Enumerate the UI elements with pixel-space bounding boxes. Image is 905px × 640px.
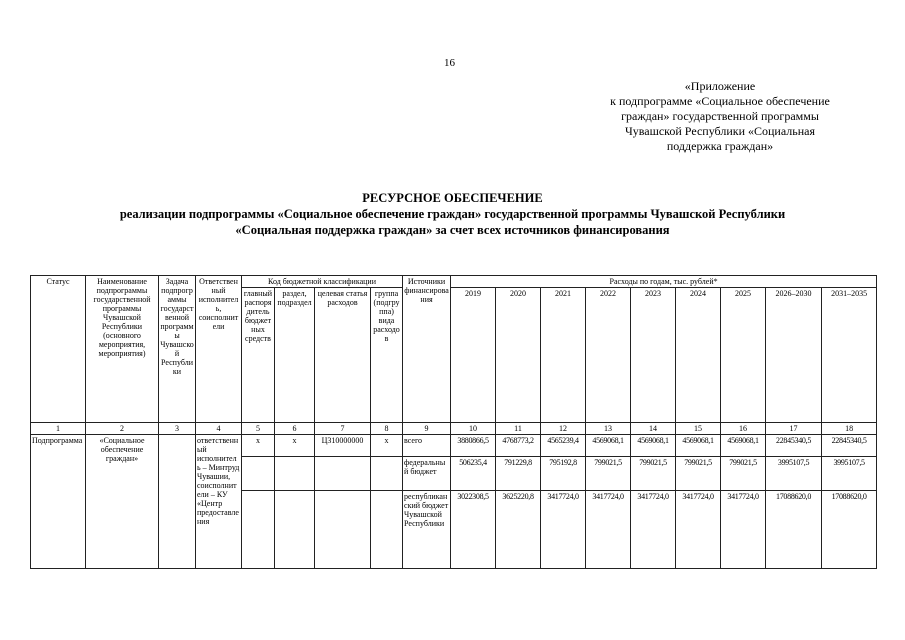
document-heading [40,190,865,238]
code-cell [242,457,275,491]
expense-value: 22845340,5 [766,435,822,457]
code-section: х [275,435,315,457]
column-number: 13 [586,423,631,435]
column-number: 16 [721,423,766,435]
column-number: 2 [86,423,159,435]
expense-value: 3417724,0 [586,491,631,569]
column-number: 6 [275,423,315,435]
expense-value: 799021,5 [586,457,631,491]
expense-value: 4768773,2 [496,435,541,457]
expense-value: 17088620,0 [822,491,877,569]
header-task: Задача подпрограммы государственной программы Чувашской Республики [159,276,196,423]
header-year: 2020 [496,288,541,423]
source-label: республиканский бюджет Чувашской Республики [403,491,451,569]
header-status: Статус [31,276,86,423]
column-number: 9 [403,423,451,435]
header-year: 2021 [541,288,586,423]
source-label: всего [403,435,451,457]
row-name: «Социальное обеспечение граждан» [86,435,159,569]
code-cell [275,457,315,491]
code-cell [371,491,403,569]
code-chief-manager: х [242,435,275,457]
column-number: 3 [159,423,196,435]
header-row-1 [31,276,877,288]
expense-value: 3417724,0 [676,491,721,569]
code-target-article: Ц310000000 [315,435,371,457]
column-number: 1 [31,423,86,435]
header-chief-manager: главный распорядитель бюджетных средств [242,288,275,423]
annex-line: к подпрограмме «Социальное обеспечение [610,94,830,108]
column-number: 5 [242,423,275,435]
column-number: 14 [631,423,676,435]
header-year: 2026–2030 [766,288,822,423]
header-year: 2025 [721,288,766,423]
annex-line: поддержка граждан» [666,139,774,153]
expense-value: 4569068,1 [721,435,766,457]
expense-value: 799021,5 [721,457,766,491]
header-section: раздел, подраздел [275,288,315,423]
column-number: 12 [541,423,586,435]
expense-value: 3417724,0 [541,491,586,569]
expense-value: 799021,5 [676,457,721,491]
column-number: 11 [496,423,541,435]
resource-table [30,275,877,569]
annex-line: граждан» государственной программы [621,109,819,123]
heading-line-2: реализации подпрограммы «Социальное обеспечение граждан» государственной программы Чувашской Республики [119,207,786,221]
annex-line: Чувашской Республики «Социальная [624,124,816,138]
row-status: Подпрограмма [31,435,86,569]
code-cell [315,457,371,491]
column-number: 10 [451,423,496,435]
code-expense-group: х [371,435,403,457]
row-executor: ответственный исполнитель – Минтруд Чувашии, соисполнители – КУ «Центр предоставления [196,435,242,569]
column-number: 15 [676,423,721,435]
code-cell [315,491,371,569]
row-task [159,435,196,569]
expense-value: 3417724,0 [631,491,676,569]
header-executor: Ответственный исполнитель, соисполнители [196,276,242,423]
header-year: 2023 [631,288,676,423]
expense-value: 17088620,0 [766,491,822,569]
column-number-row [31,423,877,435]
column-number: 7 [315,423,371,435]
expense-value: 3995107,5 [766,457,822,491]
annex-block [575,79,865,154]
header-budget-code: Код бюджетной классификации [242,276,403,288]
expense-value: 795192,8 [541,457,586,491]
header-target-article: целевая статья расходов [315,288,371,423]
expense-value: 4569068,1 [631,435,676,457]
expense-value: 3022308,5 [451,491,496,569]
expense-value: 791229,8 [496,457,541,491]
heading-title: РЕСУРСНОЕ ОБЕСПЕЧЕНИЕ [362,191,543,205]
header-expenses: Расходы по годам, тыс. рублей* [451,276,877,288]
expense-value: 22845340,5 [822,435,877,457]
column-number: 17 [766,423,822,435]
header-sources: Источники финансирования [403,276,451,423]
expense-value: 3880866,5 [451,435,496,457]
table-row [31,435,877,457]
column-number: 8 [371,423,403,435]
code-cell [275,491,315,569]
expense-value: 4565239,4 [541,435,586,457]
annex-line: «Приложение [684,79,756,93]
header-year: 2022 [586,288,631,423]
header-name: Наименование подпрограммы государственной программы Чувашской Республики (основного мероприятия, мероприятия) [86,276,159,423]
code-cell [371,457,403,491]
code-cell [242,491,275,569]
expense-value: 3417724,0 [721,491,766,569]
column-number: 4 [196,423,242,435]
expense-value: 4569068,1 [586,435,631,457]
header-year: 2031–2035 [822,288,877,423]
heading-line-3: «Социальная поддержка граждан» за счет всех источников финансирования [235,223,670,237]
page-number: 16 [444,57,455,69]
expense-value: 506235,4 [451,457,496,491]
expense-value: 4569068,1 [676,435,721,457]
expense-value: 799021,5 [631,457,676,491]
header-year: 2019 [451,288,496,423]
expense-value: 3625220,8 [496,491,541,569]
header-year: 2024 [676,288,721,423]
column-number: 18 [822,423,877,435]
source-label: федеральный бюджет [403,457,451,491]
expense-value: 3995107,5 [822,457,877,491]
header-expense-group: группа (подгруппа) вида расходов [371,288,403,423]
